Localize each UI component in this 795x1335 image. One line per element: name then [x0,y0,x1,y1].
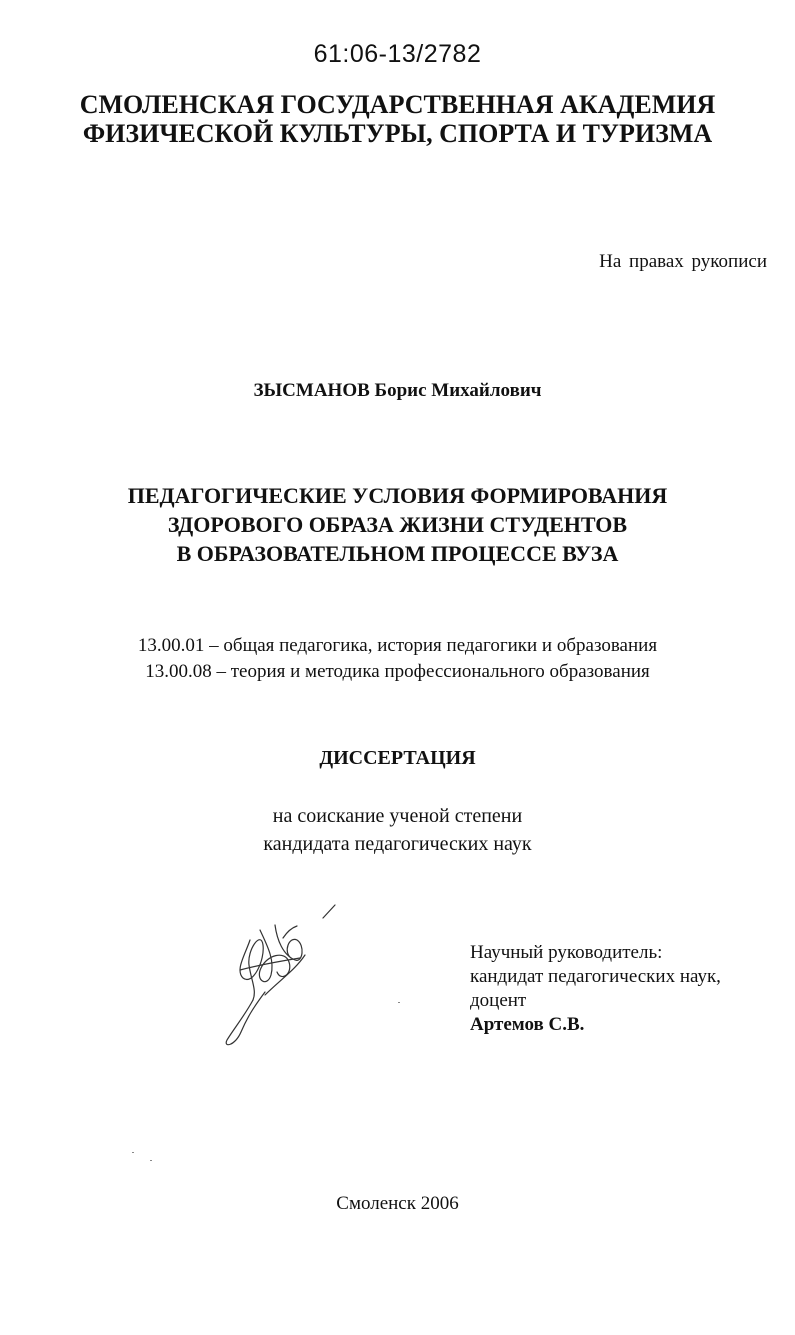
institution-line-2: ФИЗИЧЕСКОЙ КУЛЬТУРЫ, СПОРТА И ТУРИЗМА [82,119,713,148]
supervisor-position: доцент [470,990,527,1011]
scan-speck [150,1160,152,1161]
catalog-number: 61:06-13/2782 [313,40,482,68]
title-line-1: ПЕДАГОГИЧЕСКИЕ УСЛОВИЯ ФОРМИРОВАНИЯ [127,483,668,508]
manuscript-rights: На правах рукописи [599,251,767,272]
supervisor-block [470,941,721,1037]
handwritten-signature [205,900,355,1050]
specialty-1: 13.00.01 – общая педагогика, история педагогики и образования [137,635,658,656]
dissertation-title [0,481,795,568]
degree-info [0,802,795,858]
institution-name [0,90,795,148]
supervisor-name: Артемов С.В. [470,1014,585,1035]
institution-line-1: СМОЛЕНСКАЯ ГОСУДАРСТВЕННАЯ АКАДЕМИЯ [79,90,716,119]
document-type: ДИССЕРТАЦИЯ [319,747,476,769]
author-name: ЗЫСМАНОВ Борис Михайлович [253,380,542,401]
scan-speck [398,1002,400,1003]
degree-line-1: на соискание ученой степени [272,805,523,827]
title-line-2: ЗДОРОВОГО ОБРАЗА ЖИЗНИ СТУДЕНТОВ [167,512,628,537]
supervisor-degree: кандидат педагогических наук, [470,966,721,987]
degree-line-2: кандидата педагогических наук [263,833,532,855]
city-year: Смоленск 2006 [336,1193,459,1214]
scan-speck [132,1152,134,1153]
specialty-2: 13.00.08 – теория и методика профессионального образования [145,661,650,682]
supervisor-label: Научный руководитель: [470,942,663,963]
title-line-3: В ОБРАЗОВАТЕЛЬНОМ ПРОЦЕССЕ ВУЗА [176,541,619,566]
specialties [0,633,795,685]
